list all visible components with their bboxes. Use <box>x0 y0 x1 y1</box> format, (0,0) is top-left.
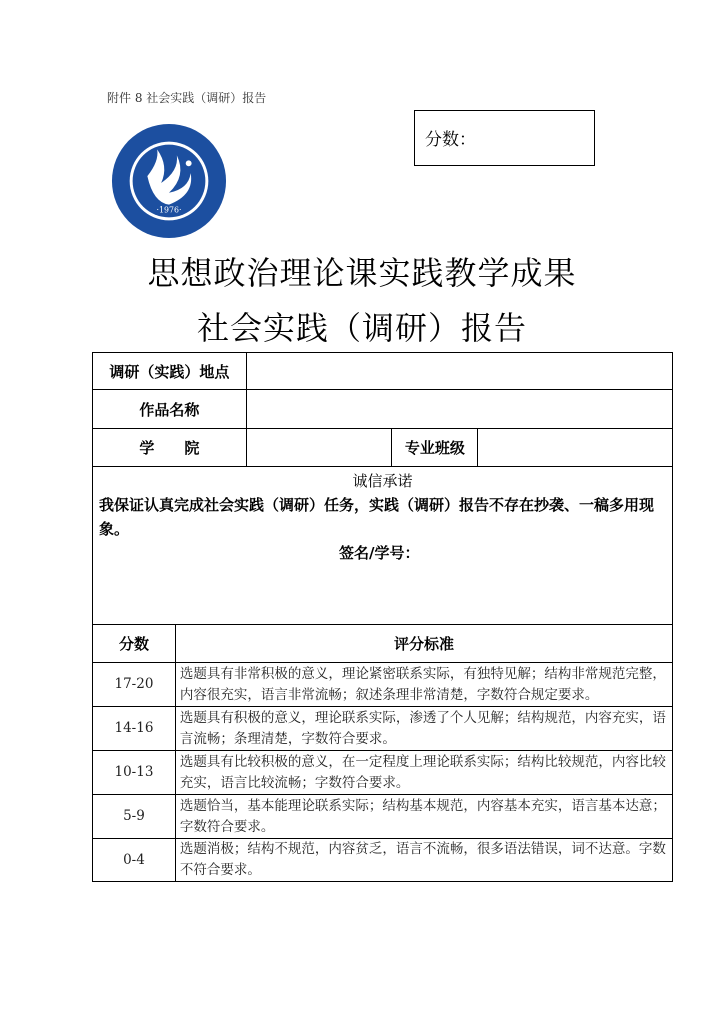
criteria-score: 14-16 <box>93 707 176 751</box>
criteria-text: 选题恰当，基本能理论联系实际；结构基本规范，内容基本充实，语言基本达意；字数符合要求。 <box>175 795 672 839</box>
criteria-row <box>93 751 673 795</box>
criteria-text: 选题具有积极的意义，理论联系实际，渗透了个人见解；结构规范，内容充实，语言流畅；条理清楚，字数符合要求。 <box>175 707 672 751</box>
title-line-1: 思想政治理论课实践教学成果 <box>147 254 577 292</box>
criteria-row <box>93 707 673 751</box>
integrity-section <box>93 467 673 625</box>
report-form <box>92 352 673 882</box>
location-field[interactable] <box>246 353 672 390</box>
integrity-title: 诚信承诺 <box>352 472 413 490</box>
class-label: 专业班级 <box>392 429 478 467</box>
criteria-text: 选题具有非常积极的意义，理论紧密联系实际，有独特见解；结构非常规范完整，内容很充实，语言非常流畅；叙述条理非常清楚，字数符合规定要求。 <box>175 663 672 707</box>
integrity-text: 我保证认真完成社会实践（调研）任务，实践（调研）报告不存在抄袭、一稿多用现象。 <box>99 496 655 538</box>
criteria-score: 17-20 <box>93 663 176 707</box>
college-label: 学 院 <box>93 429 247 467</box>
criteria-text: 选题具有比较积极的意义，在一定程度上理论联系实际；结构比较规范，内容比较充实，语言比较流畅；字数符合要求。 <box>175 751 672 795</box>
attachment-note: 附件 8 社会实践（调研）报告 <box>107 91 267 105</box>
svg-text:·1976·: ·1976· <box>156 205 182 215</box>
criteria-header-standard: 评分标准 <box>175 625 672 663</box>
criteria-row <box>93 839 673 882</box>
criteria-score: 0-4 <box>93 839 176 882</box>
criteria-text: 选题消极；结构不规范，内容贫乏，语言不流畅，很多语法错误，词不达意。字数不符合要求。 <box>175 839 672 882</box>
criteria-score: 10-13 <box>93 751 176 795</box>
criteria-header-score: 分数 <box>93 625 176 663</box>
location-label: 调研（实践）地点 <box>93 353 247 390</box>
university-logo <box>110 122 228 240</box>
signature-label: 签名/学号： <box>339 544 420 562</box>
score-box <box>414 110 595 166</box>
title-line-2: 社会实践（调研）报告 <box>196 309 527 347</box>
work-name-label: 作品名称 <box>93 390 247 429</box>
criteria-row <box>93 663 673 707</box>
criteria-row <box>93 795 673 839</box>
class-field[interactable] <box>478 429 673 467</box>
college-field[interactable] <box>246 429 392 467</box>
score-label: 分数： <box>425 130 476 150</box>
work-name-field[interactable] <box>246 390 672 429</box>
criteria-score: 5-9 <box>93 795 176 839</box>
